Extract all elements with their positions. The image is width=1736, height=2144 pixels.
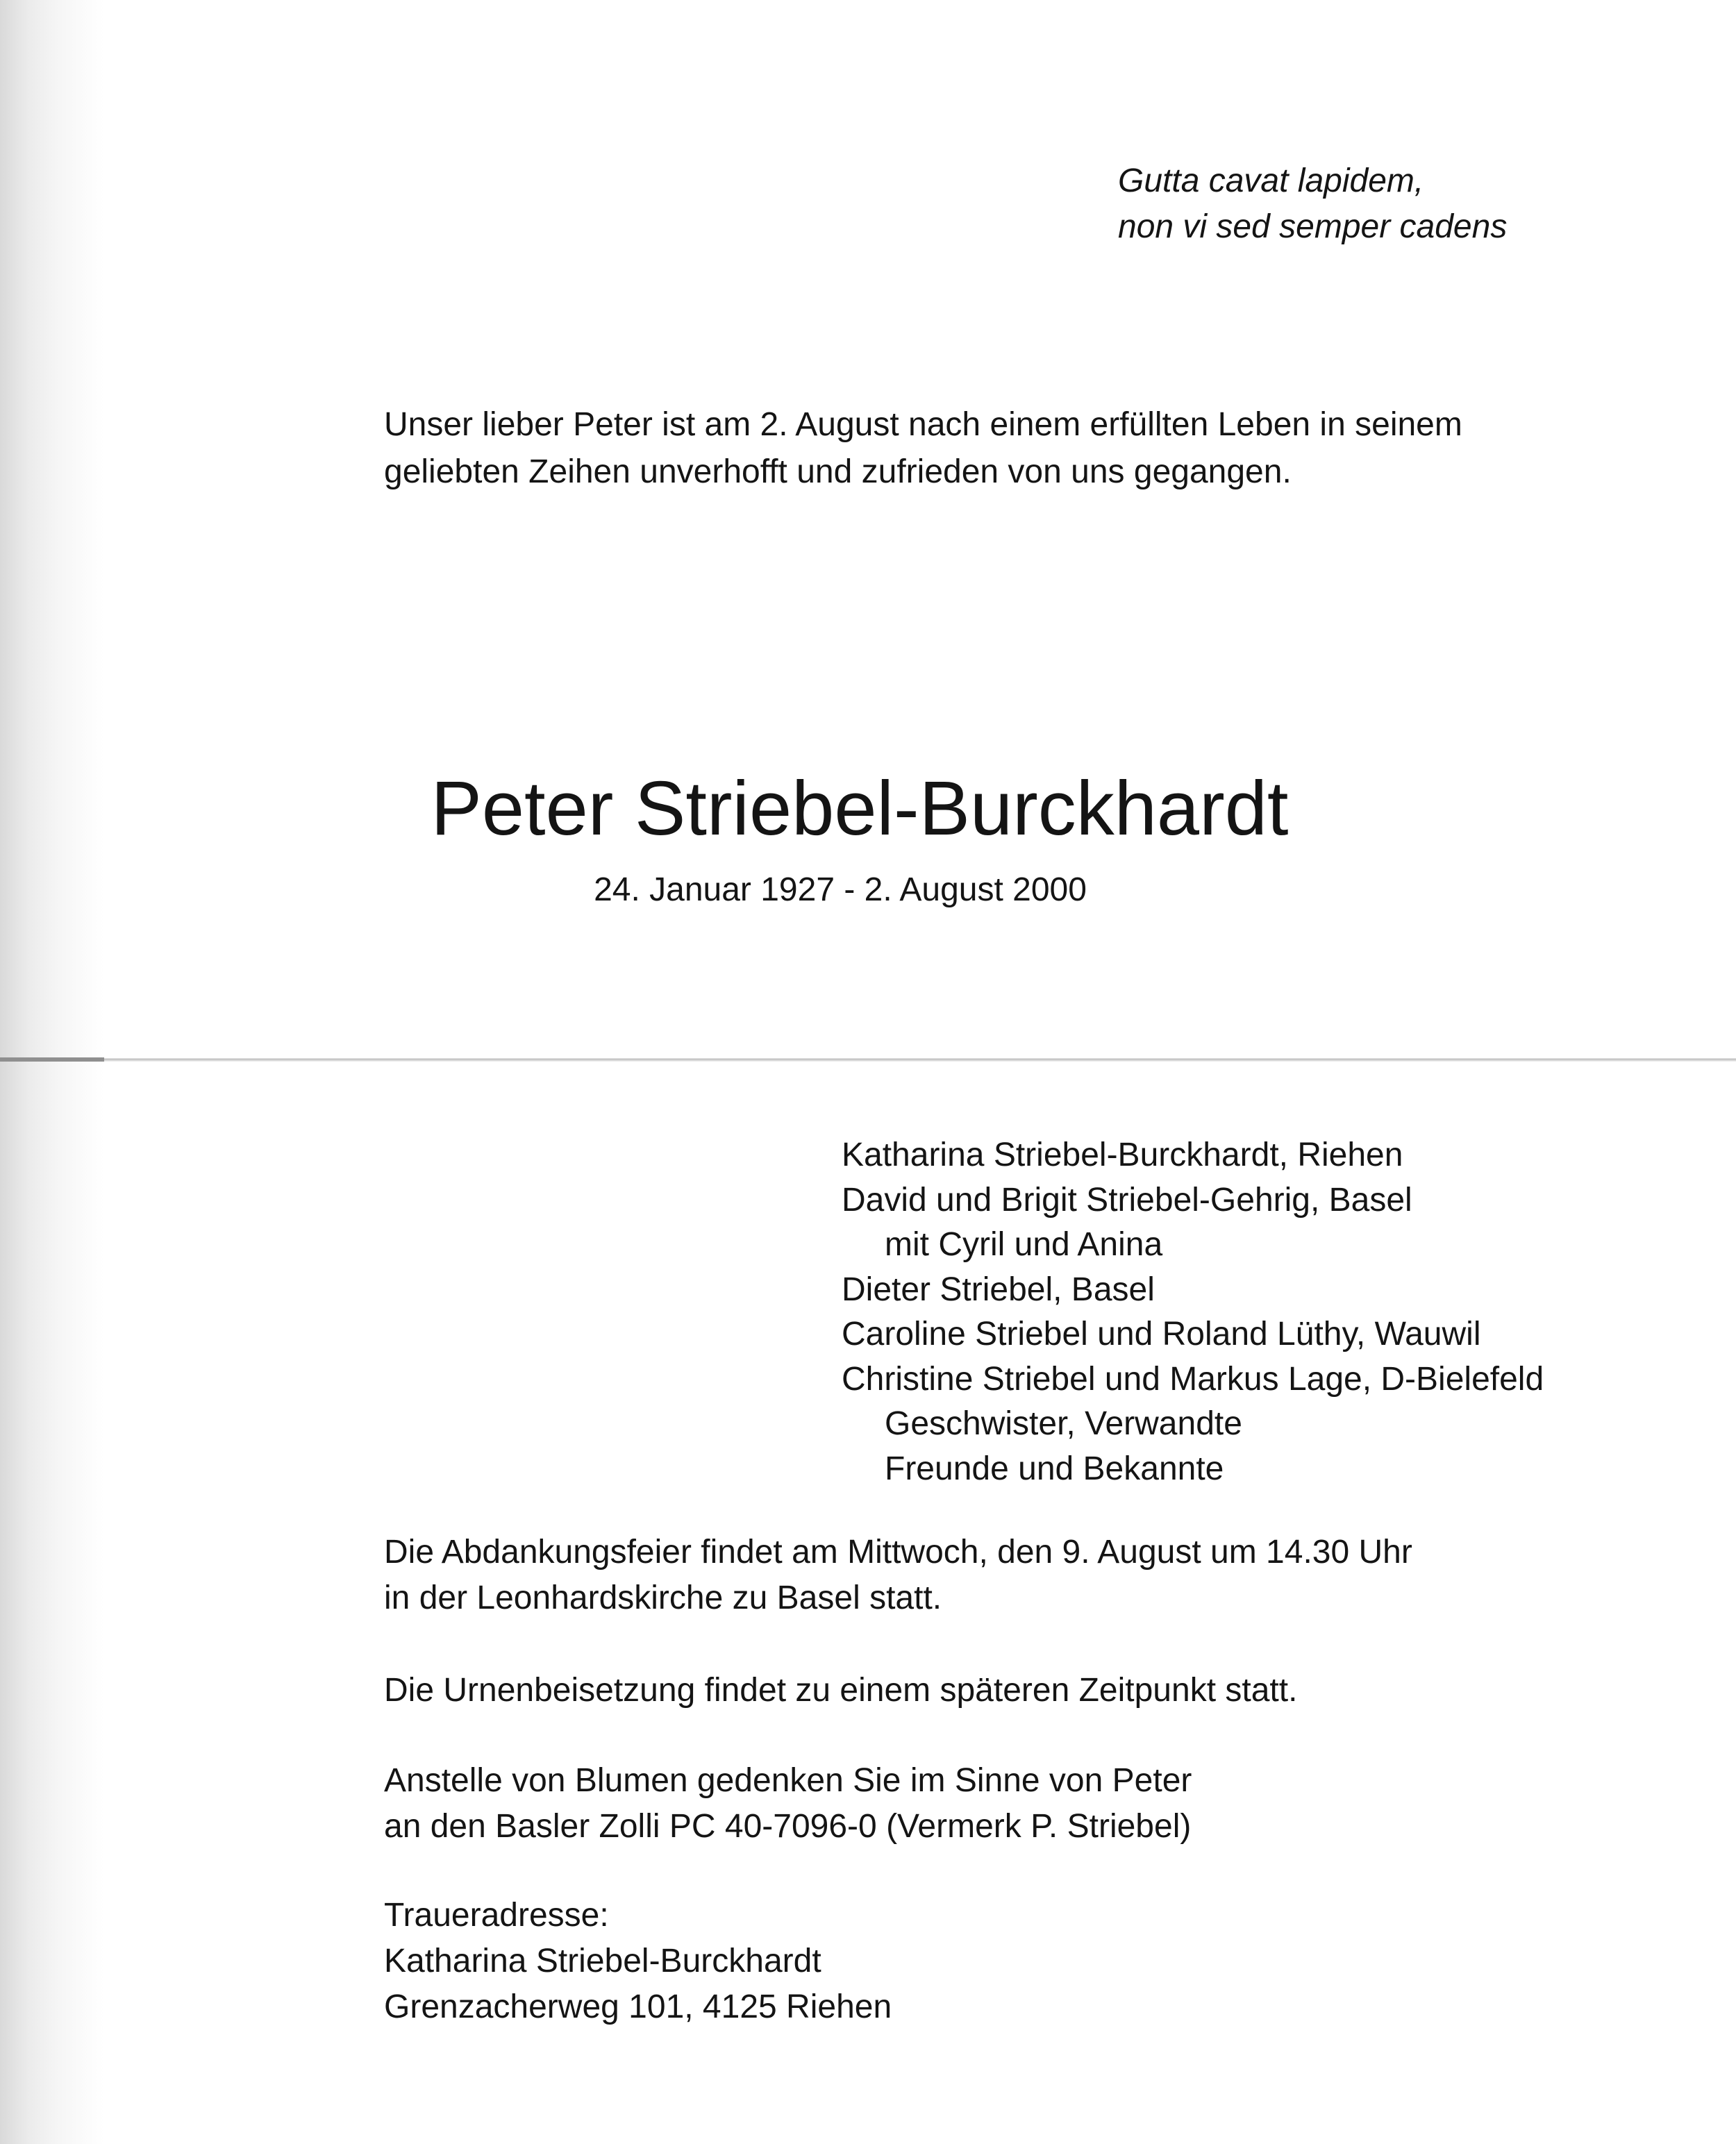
ceremony-line: in der Leonhardskirche zu Basel statt. [384, 1580, 942, 1616]
mourner-item: Geschwister, Verwandte [885, 1405, 1242, 1442]
donation-line: Anstelle von Blumen gedenken Sie im Sinne von Peter [384, 1762, 1192, 1799]
mourners-list [842, 1133, 1544, 1491]
mourner-item: mit Cyril und Anina [885, 1226, 1163, 1263]
death-announcement [384, 401, 1462, 496]
ceremony-line: Die Abdankungsfeier findet am Mittwoch, den 9. August um 14.30 Uhr [384, 1534, 1412, 1571]
address-street: Grenzacherweg 101, 4125 Riehen [384, 1988, 892, 2025]
mourner-item: Dieter Striebel, Basel [842, 1271, 1155, 1308]
page-edge-shadow [0, 0, 104, 2144]
mourning-address [384, 1893, 892, 2030]
motto-line: Gutta cavat lapidem, [1118, 162, 1424, 199]
ceremony-notice [384, 1530, 1412, 1621]
announcement-line: Unser lieber Peter ist am 2. August nach einem erfüllten Leben in seinem [384, 406, 1462, 443]
life-dates [0, 868, 1736, 912]
donation-line: an den Basler Zolli PC 40-7096-0 (Vermerk P. Striebel) [384, 1808, 1192, 1845]
mourner-item: David und Brigit Striebel-Gehrig, Basel [842, 1181, 1412, 1218]
life-dates-text: 24. Januar 1927 - 2. August 2000 [594, 871, 1087, 908]
donation-notice [384, 1758, 1192, 1850]
latin-motto [1118, 158, 1507, 250]
burial-notice [384, 1668, 1297, 1714]
announcement-line: geliebten Zeihen unverhofft und zufrieden von uns gegangen. [384, 453, 1292, 490]
deceased-name [0, 764, 1736, 854]
mourner-item: Caroline Striebel und Roland Lüthy, Wauwil [842, 1316, 1481, 1352]
address-label: Traueradresse: [384, 1897, 609, 1934]
card-fold-line [0, 1058, 1736, 1062]
mourner-item: Freunde und Bekannte [885, 1450, 1224, 1487]
mourner-item: Christine Striebel und Markus Lage, D-Bielefeld [842, 1360, 1544, 1398]
motto-line: non vi sed semper cadens [1118, 208, 1508, 245]
deceased-name-text: Peter Striebel-Burckhardt [431, 766, 1289, 851]
burial-line: Die Urnenbeisetzung findet zu einem späteren Zeitpunkt statt. [384, 1672, 1298, 1709]
mourner-item: Katharina Striebel-Burckhardt, Riehen [842, 1137, 1403, 1173]
card-fold-edge [0, 1057, 104, 1062]
address-name: Katharina Striebel-Burckhardt [384, 1943, 821, 1979]
